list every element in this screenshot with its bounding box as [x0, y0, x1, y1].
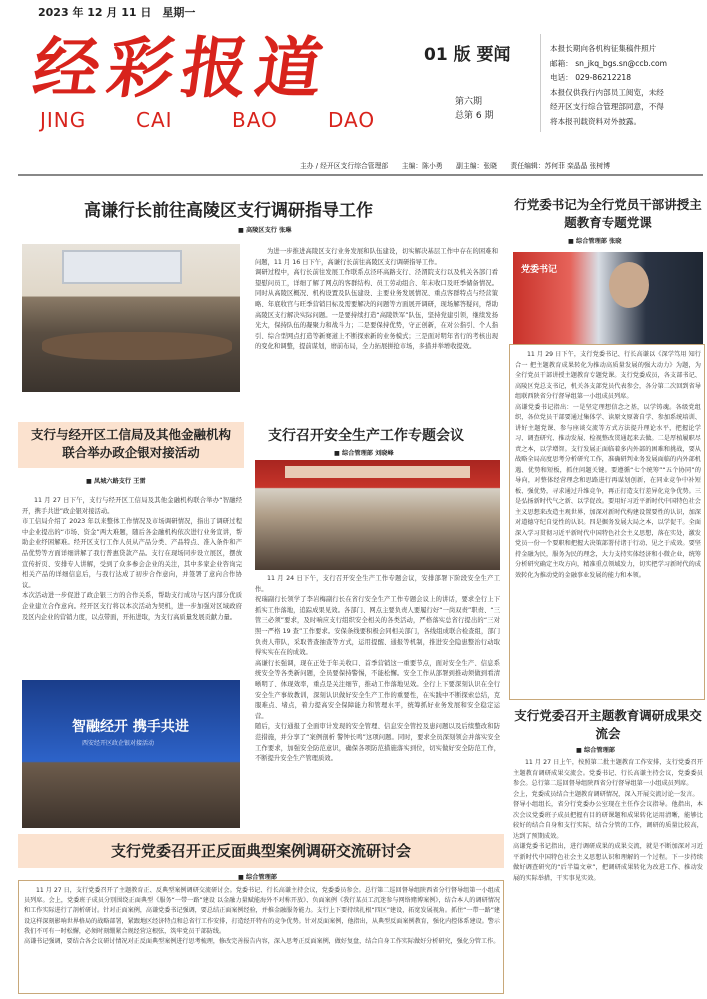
article-title: 行党委书记为全行党员干部讲授主题教育专题党课: [514, 197, 702, 230]
contact-info: [550, 42, 702, 130]
article-title: 支行与经开区工信局及其他金融机构联合举办政企银对接活动: [30, 427, 231, 460]
article-body: [255, 574, 500, 765]
article-byline: ■ 综合管理部 张晓: [568, 238, 622, 245]
article-text: 11 月 24 日下午，支行召开安全生产工作专题会议，安排部署下阶段安全生产工作。 祝瑞副行长领学了李岩梅副行长在省行安全生产工作专题会议上的讲话，要求全行上下抓实工作落地，追踪成果见效。各部门、网点主要负责人要履行好“一岗双责”职责、“三管三必须”要求，及时响应支行组织安全相关的各类活动，严格落实总省行提出的“三对照一严格 19 查”工作要求。安保条线要积极会同相关部门，各线组成联合检查组，部门负责人带队，采取普查抽查等方式，运用提醒、通报等机制，推进安全隐患整治行动取得实实在在的成效。 高谦行长强调，现在正处于年关收口、首季营销这一重要节点，面对安全生产、信息系统安全等各类新问题，全员要保持警惕，不能松懈。安全工作从部署到推动须做到看清晰明了、体现效率，重点是关注细节，推动工作落地见效。全行上下要深刻认识在全行安全生产事故教训，深刻认识做好安全生产工作的重要性，在实践中不断探索总结，克服难点、堵点，着力提高安全保障能力和管理水平，统筹抓好业务发展和安全稳定运营。 随后，支行通报了全面审计发现的安全管理、信息安全管控及患问题以及后续整改和防范措施，并分享了“案例剖析 警钟长鸣”这项问题。同时，要求全员深刻领会并落实安全工作要求，加强安全防范意识，确保各项防范措施落实到位，切实做好安全防范工作，不断提升安全生产管理质效。: [255, 575, 500, 763]
conference-banner: [285, 466, 470, 478]
article-byline: ■ 高陵区支行 张琳: [238, 227, 292, 234]
article-title: 高谦行长前往高陵区支行调研指导工作: [84, 201, 373, 221]
article-byline: ■ 综合管理部 刘晓峰: [334, 450, 394, 457]
logo-pinyin-3: BAO: [232, 108, 278, 132]
screen-subtitle: 西安经开区政企银对接活动: [82, 740, 155, 747]
article-byline: ■ 凤城六路支行 王雷: [86, 478, 146, 485]
header-divider: [540, 34, 541, 132]
article-body: [255, 247, 498, 353]
conference-photo: [255, 460, 500, 570]
article-text: 11 月 27 日，支行党委召开了主题教育正、反典型案例调研交流研讨会。党委书记、行长高谦主持会议，党委委员参会。总行第二巡回督导组陕西省分行督导组第一小组成员列席。会上，党委班子成员分别围绕正面典型《服务“一带一路”建设 以金融力量赋能海外不对称开放》、负面案例《我行某员工沉迷参与网络赌博案例》，结合本人的调研情况和工作实际进行了剖析研讨。针对正面案例，高谦党委书记强调，要总结正面案例经验，并推金融服务能力。支行上下要持续扎根“四区”建设，拓宽发展视角。抓住“一带一路”建设这样深刻影响世界格局的战略部署，紧跟地区经济特点和总省行工作安排，打造经开特有的竞争优势。针对反面案例，他指出，从典型反面案例教育，强化内控体系建设。警示我们不可有一时松懈，必须时刻绷紧合规经营这根弦，筑牢党员干部防线。 高谦书记强调，要结合各会议研讨情况对正反面典型案例进行思考梳理，修改完善报告内容，深入思考正反面案例，做好复盘，结合自身工作实际做好分析研究，强化分管工作。: [24, 887, 500, 946]
header-rule: [18, 174, 703, 176]
contact-line: 本报仅供我行内部员工阅览，未经: [550, 87, 664, 97]
banner-text: 党委书记: [521, 265, 558, 275]
article-body: [513, 758, 703, 884]
article-text: 11 月 27 日下午，支行与经开区工信局及其他金融机构联合举办“智融经开，携手共进”政企银对接活动。 市工信局介绍了 2023 年以来整体工作情况及市场调研情况，指出了调研过程中企业提出的“市场、资金”两大难题，随后各金融机构依次进行业务宣讲，帮助企业纾困解难。经开区支行工作人员从产品分类、产品特点、准入条件和产品优势等方面详细讲解了我行普惠贷款产品。支行在现场同步设立展区，摆放宣传折页、安排专人讲解，受到了众多参会企业的关注，其中多家企业咨询完相关产品的详细信息后，与我行达成了初步合作意向，并签署了意向合作协议。 本次活动进一步促进了政企银三方的合作关系，帮助支行成功与区内部分优质企业建立合作意向。经开区支行将以本次活动为契机，进一步加强对区域政府及区内企业的营销力度，以点带面，开拓进取，为支行高质量发展贡献力量。: [22, 497, 242, 621]
issue-number: [455, 95, 493, 123]
article-body: [515, 350, 701, 581]
logo-pinyin-1: JING: [40, 108, 87, 132]
article-text: 为进一步推进高陵区支行业务发展和队伍建设，切实解决基层工作中存在的困难和问题，11 月 16 日下午，高谦行长前往高陵区支行调研指导工作。 调研过程中，高行长前往发展工作联系点泾环高路支行、泾渭院支行以及机关各部门看望慰问员工，详细了解了网点的客群结构、员工劳动组合、年末收口及旺季储备情况。同时从高陵区概况、机构设置及队伍建设、主要业务发展情况、重点客群特点与经营策略、年底收官与旺季营销目标及需要解决的问题等方面展开调研，现场解答疑问，帮助高陵区支行解决实际问题。一是要持续打造“高陵铁军”队伍，坚持党建引领，继续发扬光大，保持队伍的凝聚力和战斗力；二是要保持优势，守正创新，在对公指引、个人指引、综合型网点打造等新赛道上不断探索新的业务模式；三是面对明年省行的考核出现的变化和调整，提前谋划，磨前布局，全力拓展拼抢市场，多措并举增收提效。: [255, 248, 498, 351]
article-body: [22, 496, 242, 623]
article-text: 11 月 29 日下午，支行党委书记、行长高谦以《深学笃用 知行合一 把主题教育成果转化为推动高质量发展的强大动力》为题，为全行党员干部讲授主题教育专题党课。支行党委成员，各支部书记、高陵区党总支书记，机关各支部党员代表参会，各分第二次回到省导组联西陕省分行督导组第一小组成员列席。 高谦党委书记指出：一是坚定理想信念之基，以学铸魂。各级党组织，各位党员干部要通过集体学、读原文原著自学、参加系统培训、讲好主题党课、参与座谈交流等方式方法提升理论水平，把握论学习、调查研究、推动发展、检视整改贯通起来去做。二是厚植履职尽责之本，以学增智。支行发展正面临着多内外部的困难和挑战，要从战略全局高度思考分析研究工作，准确研判业务发展面临的内外部机遇、优势和短板，抓住问题关键。要遵循“七个统筹”“五个协同”的导向，对整体经营理念和思路进行再谋划创新，在同业竞争中补短板、强优势，寻求通过升维竞争，再正打造支行差异化竞争优势。三是弘扬新时代气之新、以学促改。要用好习近平新时代中国特色社会主义思想来改造主观世界，加深对新时代构建设置要性的认识，加深对道德守纪自觉性的认识。四是掘务发展大局之本，以学促干。全面深入学习贯彻习近平新时代中国特色社会主义思想，落在实处，激发党员一份一个要职和把握大决策部署付诸于行动、见之于成效。要坚持金融为民，服务为民的理念，大力支持实体经济和小微企业，统筹分析研究确定主攻方向，精准重点领域发力，切实把学习新时代的成效转化为推动党的金融事业发展的能力和本领。: [515, 351, 701, 579]
logo-pinyin-2: CAI: [136, 108, 173, 132]
issue-no: 第六期: [455, 97, 483, 107]
contact-line: 本报长期向各机构征集稿件照片: [550, 44, 657, 53]
article-body: [24, 886, 500, 947]
issue-date: 2023 年 12 月 11 日 星期一: [38, 6, 196, 19]
article-title: 支行召开安全生产工作专题会议: [268, 428, 464, 444]
speaker-face: [609, 262, 649, 308]
contact-line: 将本报刊载资料对外披露。: [550, 116, 642, 126]
meeting-photo: [22, 244, 240, 392]
newspaper-logo: 经彩报道: [28, 29, 336, 107]
article-title: 支行党委召开主题教育调研成果交流会: [514, 708, 702, 741]
contact-line: 邮箱： sn_jkq_bgs.sn@ccb.com: [550, 58, 668, 68]
speaker-photo: [513, 252, 703, 344]
article-byline: ■ 综合管理部: [576, 747, 615, 754]
article-text: 11 月 27 日上午，按照第二批主题教育工作安排，支行党委召开主题教育调研成果交流会。党委书记、行长高谦主持会议，党委委员参会。总行第二巡回督导组陕西省分行督导组第一小组成员列席。 会上，党委成员结合主题教育调研情况，深入开展交流讨论一发言。 督导小组组长，省分行党委办公室现在主任作会议指导。他指出，本次会议党委班子成员把握有目的研课题和成果转化运用清晰，能够比较好的结合自身和支行实际，结合分管的工作，调研的质量比较高，达到了预期成效。 高谦党委书记指出，进行调研成果的成果交流，就是不断加深对习近平新时代中国特色社会主义思想认识和理解的一个过程。下一步持续做好调查研究的“后半篇文章”，把调研成果转化为改进工作、推动发展的实际举措，干实事见实效。: [513, 759, 703, 882]
edition-label: 01 版 要闻: [424, 45, 511, 65]
event-photo: [22, 680, 240, 828]
meeting-table: [42, 332, 232, 360]
editorial-credits: 主办 / 经开区支行综合管理部 主编：陈小勇 副主编：张晓 责任编辑：苏何菲 栾晶晶 张树博: [300, 162, 610, 170]
wall-screen: [62, 250, 182, 284]
logo-pinyin-4: DAO: [328, 108, 376, 132]
article-title: 支行党委召开正反面典型案例调研交流研讨会: [110, 842, 411, 860]
total-no: 总第 6 期: [455, 111, 494, 121]
article-byline: ■ 综合管理部: [238, 874, 277, 881]
contact-line: 电话： 029-86212218: [550, 73, 632, 83]
screen-title: 智融经开 携手共进: [72, 719, 189, 735]
contact-line: 经开区支行综合管理部同意，不得: [550, 102, 664, 112]
